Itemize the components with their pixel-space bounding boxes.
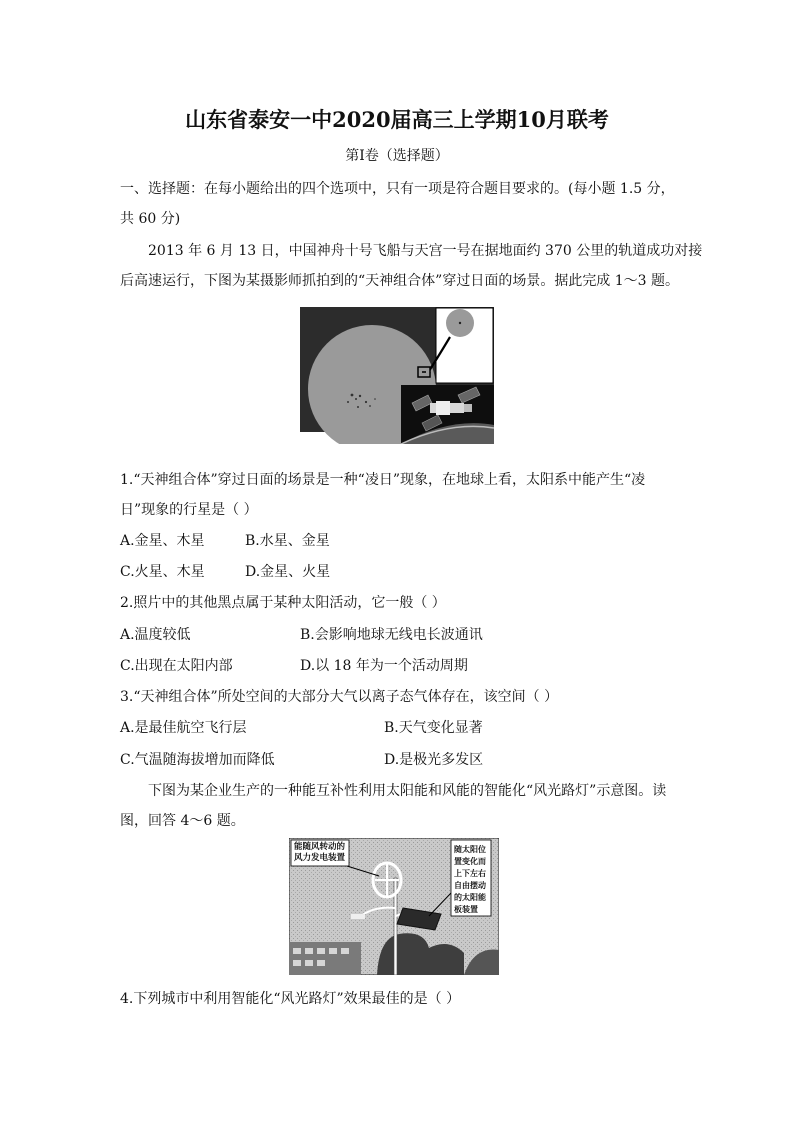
figure2-label-left bbox=[294, 842, 345, 864]
q1-option-d: D.金星、火星 bbox=[245, 564, 331, 580]
q2-stem: 2.照片中的其他黑点属于某种太阳活动，它一般（ ） bbox=[120, 595, 446, 611]
section-instruction-line2: 共 60 分) bbox=[120, 211, 181, 227]
q2-option-c: C.出现在太阳内部 bbox=[120, 658, 233, 674]
q1-option-b: B.水星、金星 bbox=[245, 533, 330, 549]
passage1-line2: 后高速运行，下图为某摄影师抓拍到的“天神组合体”穿过日面的场景。据此完成 1～3 题。 bbox=[120, 273, 680, 289]
figure2-label-right-line: 上下左右 bbox=[454, 868, 486, 878]
q1-option-a: A.金星、木星 bbox=[120, 533, 205, 549]
q2-option-d: D.以 18 年为一个活动周期 bbox=[300, 658, 468, 674]
q2-option-b: B.会影响地球无线电长波通讯 bbox=[300, 627, 483, 643]
section-subtitle: 第Ⅰ卷（选择题） bbox=[345, 148, 449, 164]
figure2-label-right bbox=[454, 843, 486, 915]
figure2-label-right-line: 置变化而 bbox=[454, 856, 486, 866]
q1-stem-line1: 1.“天神组合体”穿过日面的场景是一种“凌日”现象，在地球上看，太阳系中能产生“凌 bbox=[120, 472, 646, 488]
page-title: 山东省泰安一中2020届高三上学期10月联考 bbox=[185, 107, 609, 132]
q3-option-a: A.是最佳航空飞行层 bbox=[120, 720, 247, 736]
passage2-line1: 下图为某企业生产的一种能互补性利用太阳能和风能的智能化“风光路灯”示意图。读 bbox=[148, 783, 667, 799]
figure2-label-right-line: 的太阳能 bbox=[454, 892, 486, 902]
sun-transit-figure bbox=[300, 307, 494, 444]
q1-stem-line2: 日”现象的行星是（ ） bbox=[120, 502, 258, 518]
q3-option-d: D.是极光多发区 bbox=[384, 752, 484, 768]
q3-option-b: B.天气变化显著 bbox=[384, 720, 483, 736]
figure2-label-right-line: 随太阳位 bbox=[454, 844, 486, 854]
figure2-label-right-line: 板装置 bbox=[454, 904, 478, 914]
passage1-line1: 2013 年 6 月 13 日，中国神舟十号飞船与天宫一号在据地面约 370 公里的轨道成功对接 bbox=[148, 243, 703, 259]
q4-stem: 4.下列城市中利用智能化“风光路灯”效果最佳的是（ ） bbox=[120, 991, 461, 1007]
q3-option-c: C.气温随海拔增加而降低 bbox=[120, 752, 275, 768]
passage2-line2: 图，回答 4～6 题。 bbox=[120, 813, 245, 829]
section-instruction-line1: 一、选择题：在每小题给出的四个选项中，只有一项是符合题目要求的。(每小题 1.5 分， bbox=[120, 181, 675, 197]
street-lamp-figure bbox=[289, 838, 499, 975]
q3-stem: 3.“天神组合体”所处空间的大部分大气以离子态气体存在，该空间（ ） bbox=[120, 689, 559, 705]
figure2-label-left-line: 能随风转动的 bbox=[294, 842, 346, 852]
figure2-label-right-line: 自由摆动 bbox=[454, 880, 486, 890]
q1-option-c: C.火星、木星 bbox=[120, 564, 205, 580]
q2-option-a: A.温度较低 bbox=[120, 627, 191, 643]
figure2-label-left-line: 风力发电装置 bbox=[294, 853, 346, 863]
